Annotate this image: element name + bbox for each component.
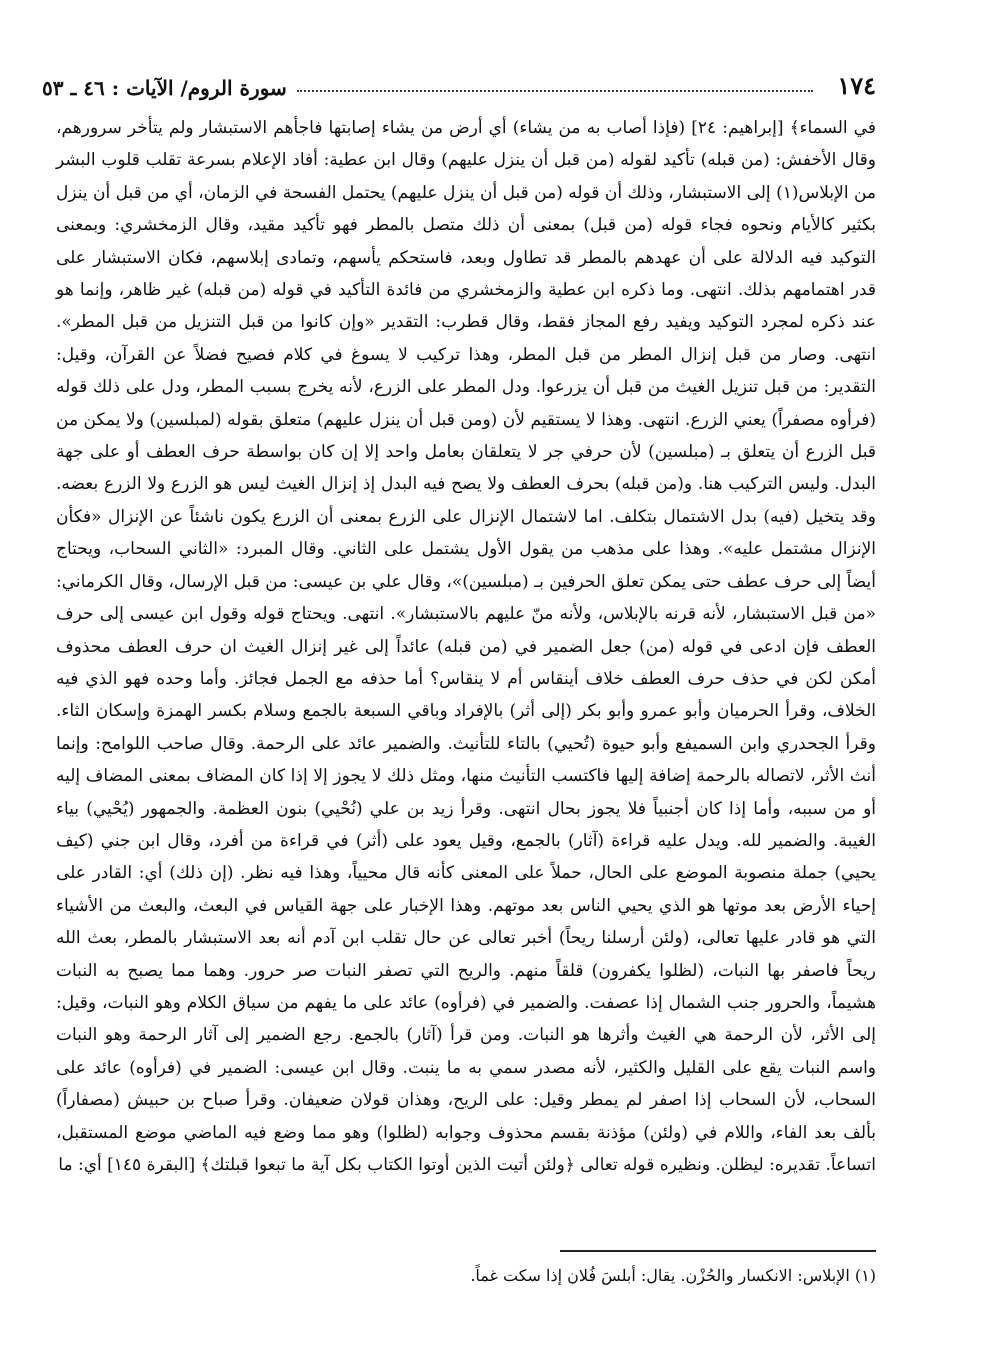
footnote: (١) الإبلاس: الانكسار والحُزْن. يقال: أبلسَ فُلان إذا سكت غماً.: [470, 1266, 876, 1285]
page-number: ١٧٤: [837, 71, 876, 100]
main-text: [56, 112, 876, 1181]
body-paragraph: في السماء﴾ [إبراهيم: ٢٤] (فإذا أصاب به من يشاء) أي أرض من يشاء إصابتها فاجأهم الاستبشار ولم يتأخر سرورهم، وقال الأخفش: (من قبله) تأكيد لقوله (من قبل أن ينزل عليهم) وقال ابن عطية: أفاد الإعلام بسرعة تقلب قلوب البشر من الإبلاس(١) إلى الاستبشار، وذلك أن قوله (من قبل أن ينزل عليهم) يحتمل الفسحة في الزمان، أي من قبل أن ينزل بكثير كالأيام ونحوه فجاء قوله (من قبل) بمعنى أن ذلك متصل بالمطر فهو تأكيد مقيد، وقال الزمخشري: وبمعنى التوكيد فيه الدلالة على أن عهدهم بالمطر قد تطاول وبعد، فاستحكم يأسهم، وتمادى إبلاسهم، فكان الاستبشار على قدر اهتمامهم بذلك. انتهى. وما ذكره ابن عطية والزمخشري من فائدة التأكيد في قوله (من قبله) غير ظاهر، وإنما هو عند ذكره لمجرد التوكيد ويفيد رفع المجاز فقط، وقال قطرب: التقدير «وإن كانوا من قبل التنزيل من قبل المطر». انتهى. وصار من قبل إنزال المطر من قبل المطر، وهذا تركيب لا يسوغ في كلام فصيح فضلاً عن القرآن، وقيل: التقدير: من قبل تنزيل الغيث من قبل أن يزرعوا. ودل المطر على الزرع، لأنه يخرج بسبب المطر، ودل على ذلك قوله (فرأوه مصفراً) يعني الزرع. انتهى. وهذا لا يستقيم لأن (ومن قبل أن ينزل عليهم) متعلق بقوله (لمبلسين) ولا يمكن من قبل الزرع أن يتعلق بـ (مبلسين) لأن حرفي جر لا يتعلقان بعامل واحد إلا إن كان بواسطة حرف العطف أو على جهة البدل. وليس التركيب هنا. و(من قبله) بحرف العطف ولا يصح فيه البدل إذ إنزال الغيث ليس هو الزرع ولا الزرع بعضه. وقد يتخيل (فيه) بدل الاشتمال بتكلف. اما لاشتمال الإنزال على الزرع بمعنى أن الزرع يكون ناشئاً عن الإنزال «فكأن الإنزال مشتمل عليه». وهذا على مذهب من يقول الأول يشتمل على الثاني. وقال المبرد: «الثاني السحاب، ويحتاج أيضاً إلى حرف عطف حتى يمكن تعلق الحرفين بـ (مبلسين)»، وقال علي بن عيسى: من قبل الإرسال، وقال الكرماني: «من قبل الاستبشار، لأنه قرنه بالإبلاس، ولأنه منّ عليهم بالاستبشار». انتهى. ويحتاج قوله وقول ابن عيسى إلى حرف العطف فإن ادعى في قوله (من) جعل الضمير في (من قبله) عائداً إلى غير إنزال الغيث ان حرف العطف محذوف أمكن لكن في حذف حرف العطف خلاف أينقاس أم لا ينقاس؟ أما حذفه مع الجمل فجائز. وأما وحده فهو الذي فيه الخلاف، وقرأ الحرميان وأبو عمرو وأبو بكر (إلى أثر) بالإفراد وباقي السبعة بالجمع وسلام بكسر الهمزة وإسكان الثاء. وقرأ الجحدري وابن السميفع وأبو حيوة (تُحيي) بالتاء للتأنيث. والضمير عائد على الرحمة. وقال صاحب اللوامح: وإنما أنث الأثر، لاتصاله بالرحمة إضافة إليها فاكتسب التأنيث منها، ومثل ذلك لا يجوز إلا إذا كان المضاف بمعنى المضاف إليه أو من سببه، وأما إذا كان أجنبياً فلا يجوز بحال انتهى. وقرأ زيد بن علي (نُحْيي) بنون العظمة. والجمهور (يُحْيي) بياء الغيبة. والضمير لله. ويدل عليه قراءة (آثار) بالجمع، وقيل يعود على (أثر) في قراءة من أفرد، وقال ابن جني (كيف يحيي) جملة منصوبة الموضع على الحال، حملاً على المعنى كأنه قال محيياً، وهذا فيه نظر. (إن ذلك) أي: القادر على إحياء الأرض بعد موتها هو الذي يحيي الناس بعد موتهم. وهذا الإخبار على جهة القياس في البعث، والبعث من الأشياء التي هو قادر عليها تعالى، (ولئن أرسلنا ريحاً) أخبر تعالى عن حال تقلب ابن آدم أنه بعد الاستبشار بالمطر، بعث الله ريحاً فاصفر بها النبات، (لظلوا يكفرون) قلقاً منهم. والريح التي تصفر النبات صر حرور. وهما مما يصبح به النبات هشيماً، والحرور جنب الشمال إذا عصفت. والضمير في (فرأوه) عائد على ما يفهم من سياق الكلام وهو النبات، وقيل: إلى الأثر، لأن الرحمة هي الغيث وأثرها هو النبات. ومن قرأ (آثار) بالجمع. رجع الضمير إلى آثار الرحمة وهو النبات واسم النبات يقع على القليل والكثير، لأنه مصدر سمي به ما ينبت. وقال ابن عيسى: الضمير في (فرأوه) عائد على السحاب، لأن السحاب إذا اصفر لم يمطر وقيل: على الريح، وهذان قولان ضعيفان. وقرأ صباح بن حبيش (مصفاراً) بألف بعد الفاء، واللام في (ولئن) مؤذنة بقسم محذوف وجوابه (لظلوا) وهو مما وضع فيه الماضي موضع المستقبل، اتساعاً. تقديره: ليظلن. ونظيره قوله تعالى ﴿ولئن أتيت الذين أوتوا الكتاب بكل آية ما تبعوا قبلتك﴾ [البقرة ١٤٥] أي: ما: [56, 118, 877, 1175]
running-title: سورة الروم/ الآيات : ٤٦ ـ ٥٣: [42, 76, 287, 100]
page-header: [42, 56, 876, 100]
header-dotted-leader: [297, 90, 814, 92]
footnote-separator: [560, 1250, 876, 1252]
